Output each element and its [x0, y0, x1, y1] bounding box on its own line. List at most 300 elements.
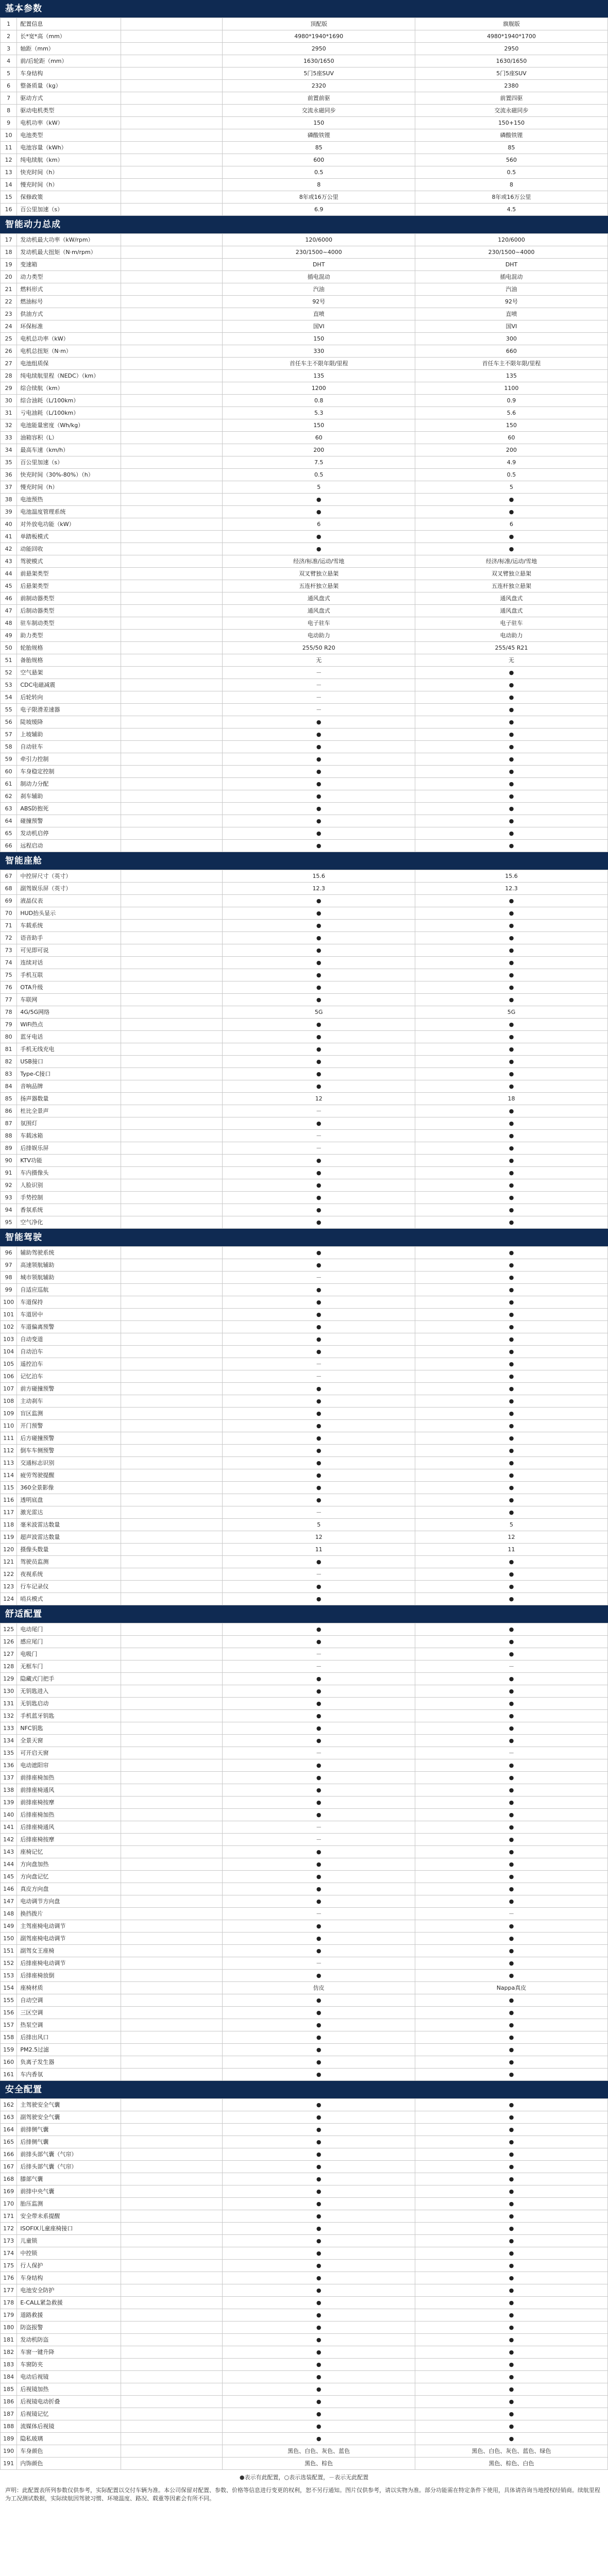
table-row	[1, 790, 608, 803]
row-label: 行车记录仪	[17, 1581, 121, 1593]
row-sublabel	[121, 191, 222, 204]
row-sublabel	[121, 1216, 222, 1229]
row-label: 隐私玻璃	[17, 2433, 121, 2445]
table-row	[1, 2359, 608, 2371]
row-sublabel	[121, 1933, 222, 1945]
row-number: 176	[1, 2272, 17, 2284]
row-sublabel	[121, 80, 222, 92]
row-label: 车道居中	[17, 1309, 121, 1321]
row-label: 动能回收	[17, 543, 121, 555]
value-flagship: ●	[415, 2136, 608, 2148]
table-row	[1, 1167, 608, 1179]
row-sublabel	[121, 1858, 222, 1871]
value-top: ●	[223, 815, 415, 827]
value-flagship: ●	[415, 2148, 608, 2161]
row-sublabel	[121, 2124, 222, 2136]
footnote: 声明：此配置表所列参数仅供参考，实际配置以交付车辆为准。本公司保留对配置、参数、价格等信息进行变更的权利，恕不另行通知。图片仅供参考，请以实物为准。部分功能需在特定条件下使用，具体请咨询当地授权经销商。续航里程为工况测试数据，实际续航因驾驶习惯、环境温度、路况、载重等因素会有所不同。	[5, 2487, 600, 2502]
value-top: 5	[223, 1519, 415, 1531]
row-number: 188	[1, 2420, 17, 2433]
table-row	[1, 2056, 608, 2069]
table-row	[1, 907, 608, 920]
value-flagship: ●	[415, 778, 608, 790]
value-flagship: ●	[415, 994, 608, 1006]
row-label: 电池安全防护	[17, 2284, 121, 2297]
value-flagship: ●	[415, 1797, 608, 1809]
row-label: 盲区监测	[17, 1408, 121, 1420]
row-label: 哨兵模式	[17, 1593, 121, 1605]
value-flagship: ●	[415, 1821, 608, 1834]
row-sublabel	[121, 1068, 222, 1080]
row-label: 综合油耗（L/100km）	[17, 395, 121, 407]
table-row	[1, 1933, 608, 1945]
value-flagship: ●	[415, 1321, 608, 1333]
value-flagship: 8年或16万公里	[415, 191, 608, 204]
row-number: 85	[1, 1093, 17, 1105]
value-top: ●	[223, 2111, 415, 2124]
value-top: 国VI	[223, 320, 415, 333]
row-label: 驱动方式	[17, 92, 121, 105]
row-label: 遥控泊车	[17, 1358, 121, 1370]
section-header: 智能驾驶	[0, 1229, 608, 1246]
row-label: 车身结构	[17, 67, 121, 80]
row-number: 144	[1, 1858, 17, 1871]
row-sublabel	[121, 642, 222, 654]
value-flagship: 5	[415, 481, 608, 494]
row-number: 13	[1, 166, 17, 179]
value-flagship: ●	[415, 1247, 608, 1259]
table-row	[1, 1093, 608, 1105]
value-flagship: ●	[415, 2210, 608, 2223]
value-top: ●	[223, 2309, 415, 2321]
row-sublabel	[121, 883, 222, 895]
row-label: 电动遮阳帘	[17, 1759, 121, 1772]
value-top: ●	[223, 1636, 415, 1648]
row-sublabel	[121, 2445, 222, 2458]
row-sublabel	[121, 1192, 222, 1204]
table-row	[1, 1920, 608, 1933]
value-flagship: 通风盘式	[415, 592, 608, 605]
table-row	[1, 1142, 608, 1155]
value-top: ●	[223, 907, 415, 920]
table-row	[1, 2223, 608, 2235]
row-number: 80	[1, 1031, 17, 1043]
row-label: 音响品牌	[17, 1080, 121, 1093]
row-label: 座椅材质	[17, 1982, 121, 1994]
value-top: ●	[223, 1043, 415, 1056]
value-top: 12	[223, 1093, 415, 1105]
value-flagship: ●	[415, 716, 608, 728]
row-sublabel	[121, 2371, 222, 2383]
table-row	[1, 1395, 608, 1408]
table-row	[1, 2111, 608, 2124]
row-sublabel	[121, 679, 222, 691]
table-row	[1, 179, 608, 191]
row-sublabel	[121, 1358, 222, 1370]
value-flagship: ●	[415, 2198, 608, 2210]
row-label: 行人保护	[17, 2260, 121, 2272]
table-row	[1, 1636, 608, 1648]
table-row	[1, 1247, 608, 1259]
row-sublabel	[121, 2161, 222, 2173]
row-number: 187	[1, 2408, 17, 2420]
value-top: ●	[223, 1346, 415, 1358]
row-sublabel	[121, 2420, 222, 2433]
table-row	[1, 1685, 608, 1698]
value-top: ●	[223, 2099, 415, 2111]
table-row	[1, 815, 608, 827]
value-flagship: ●	[415, 2321, 608, 2334]
row-number: 97	[1, 1259, 17, 1272]
row-sublabel	[121, 1883, 222, 1895]
row-number: 154	[1, 1982, 17, 1994]
row-number: 2	[1, 30, 17, 43]
table-row	[1, 1482, 608, 1494]
row-number: 68	[1, 883, 17, 895]
row-label: 副驾娱乐屏（英寸）	[17, 883, 121, 895]
value-flagship: ●	[415, 1395, 608, 1408]
row-label: ABS防抱死	[17, 803, 121, 815]
row-number: 77	[1, 994, 17, 1006]
row-label: 4G/5G网络	[17, 1006, 121, 1019]
row-label: HUD抬头显示	[17, 907, 121, 920]
row-number: 184	[1, 2371, 17, 2383]
row-sublabel	[121, 691, 222, 704]
row-sublabel	[121, 2148, 222, 2161]
table-row	[1, 2420, 608, 2433]
row-number: 58	[1, 741, 17, 753]
value-top: ●	[223, 1970, 415, 1982]
row-sublabel	[121, 1457, 222, 1469]
row-number: 182	[1, 2346, 17, 2359]
value-flagship: Nappa真皮	[415, 1982, 608, 1994]
table-row	[1, 345, 608, 358]
row-sublabel	[121, 43, 222, 55]
row-sublabel	[121, 259, 222, 271]
row-number: 92	[1, 1179, 17, 1192]
table-row	[1, 432, 608, 444]
value-top: ●	[223, 1735, 415, 1747]
value-top: 电动助力	[223, 630, 415, 642]
value-top: ●	[223, 2247, 415, 2260]
row-label: NFC钥匙	[17, 1722, 121, 1735]
table-row	[1, 2346, 608, 2359]
row-number: 102	[1, 1321, 17, 1333]
value-flagship: ●	[415, 2260, 608, 2272]
row-sublabel	[121, 981, 222, 994]
row-sublabel	[121, 142, 222, 154]
table-row	[1, 2272, 608, 2284]
value-flagship: ●	[415, 1296, 608, 1309]
row-number: 118	[1, 1519, 17, 1531]
section-header: 智能动力总成	[0, 216, 608, 233]
value-top: ●	[223, 1420, 415, 1432]
table-row	[1, 1179, 608, 1192]
value-top: ●	[223, 957, 415, 969]
value-top: ●	[223, 1797, 415, 1809]
value-top: 2950	[223, 43, 415, 55]
value-top: ●	[223, 2297, 415, 2309]
row-number: 19	[1, 259, 17, 271]
row-sublabel	[121, 1797, 222, 1809]
spec-table	[0, 870, 608, 1229]
table-row	[1, 1970, 608, 1982]
value-flagship: ●	[415, 1710, 608, 1722]
value-top: ●	[223, 1871, 415, 1883]
row-number: 166	[1, 2148, 17, 2161]
row-label: 前方碰撞预警	[17, 1383, 121, 1395]
value-top: －	[223, 1821, 415, 1834]
value-top: ●	[223, 1432, 415, 1445]
row-label: 前排座椅通风	[17, 1784, 121, 1797]
value-top: 仿皮	[223, 1982, 415, 1994]
table-row	[1, 2396, 608, 2408]
row-label: 后视镜电动折叠	[17, 2396, 121, 2408]
value-flagship: ●	[415, 1056, 608, 1068]
row-number: 153	[1, 1970, 17, 1982]
row-label: 电机功率（kW）	[17, 117, 121, 129]
row-label: 最高车速（km/h）	[17, 444, 121, 456]
value-top: 11	[223, 1544, 415, 1556]
value-top: 8	[223, 179, 415, 191]
table-row	[1, 1296, 608, 1309]
value-top: ●	[223, 1247, 415, 1259]
row-number: 22	[1, 296, 17, 308]
value-flagship: ●	[415, 1469, 608, 1482]
table-row	[1, 1908, 608, 1920]
row-sublabel	[121, 630, 222, 642]
value-top: 5	[223, 481, 415, 494]
row-label: 保修政策	[17, 191, 121, 204]
table-row	[1, 2433, 608, 2445]
value-flagship: ●	[415, 1556, 608, 1568]
value-top: ●	[223, 2210, 415, 2223]
row-label: USB接口	[17, 1056, 121, 1068]
value-top: 交流永磁同步	[223, 105, 415, 117]
section-header: 智能座舱	[0, 852, 608, 870]
row-label: 交通标志识别	[17, 1457, 121, 1469]
row-label: 整备质量（kg）	[17, 80, 121, 92]
value-top: ●	[223, 1216, 415, 1229]
value-top: ●	[223, 494, 415, 506]
row-label: 记忆泊车	[17, 1370, 121, 1383]
value-top: ●	[223, 1698, 415, 1710]
value-flagship: 0.5	[415, 469, 608, 481]
row-label: 后排座椅按摩	[17, 1834, 121, 1846]
value-top: ●	[223, 920, 415, 932]
row-number: 124	[1, 1593, 17, 1605]
row-label: 车道偏离预警	[17, 1321, 121, 1333]
table-row	[1, 1346, 608, 1358]
row-number: 158	[1, 2031, 17, 2044]
row-number: 17	[1, 234, 17, 246]
value-top: ●	[223, 2396, 415, 2408]
row-number: 49	[1, 630, 17, 642]
value-top: ●	[223, 1482, 415, 1494]
table-row	[1, 246, 608, 259]
row-number: 139	[1, 1797, 17, 1809]
table-row	[1, 166, 608, 179]
table-row	[1, 1383, 608, 1395]
row-number: 151	[1, 1945, 17, 1957]
row-label: 百公里加速（s）	[17, 456, 121, 469]
table-row	[1, 981, 608, 994]
table-row	[1, 580, 608, 592]
row-sublabel	[121, 790, 222, 803]
value-top: 0.5	[223, 166, 415, 179]
value-flagship: ●	[415, 1457, 608, 1469]
value-top: 4980*1940*1690	[223, 30, 415, 43]
row-sublabel	[121, 117, 222, 129]
row-number: 123	[1, 1581, 17, 1593]
row-label: 防盗报警	[17, 2321, 121, 2334]
row-label: 慢充时间（h）	[17, 481, 121, 494]
table-row	[1, 154, 608, 166]
row-label: 驱动电机类型	[17, 105, 121, 117]
row-number: 3	[1, 43, 17, 55]
row-sublabel	[121, 67, 222, 80]
table-row	[1, 1192, 608, 1204]
section-header: 基本参数	[0, 0, 608, 18]
row-sublabel	[121, 2210, 222, 2223]
table-row	[1, 555, 608, 568]
row-sublabel	[121, 920, 222, 932]
table-row	[1, 407, 608, 419]
row-number: 7	[1, 92, 17, 105]
row-sublabel	[121, 1272, 222, 1284]
table-row	[1, 840, 608, 852]
row-sublabel	[121, 1636, 222, 1648]
row-sublabel	[121, 1673, 222, 1685]
value-flagship: ●	[415, 1105, 608, 1117]
row-sublabel	[121, 1056, 222, 1068]
value-flagship: ●	[415, 1358, 608, 1370]
value-flagship: 0.9	[415, 395, 608, 407]
value-top: ●	[223, 1192, 415, 1204]
table-row	[1, 1531, 608, 1544]
row-sublabel	[121, 1494, 222, 1506]
value-top: ●	[223, 1068, 415, 1080]
value-top: ●	[223, 1155, 415, 1167]
table-row	[1, 568, 608, 580]
table-row	[1, 2210, 608, 2223]
value-flagship: ●	[415, 944, 608, 957]
row-number: 9	[1, 117, 17, 129]
table-row	[1, 691, 608, 704]
row-sublabel	[121, 716, 222, 728]
row-number: 20	[1, 271, 17, 283]
table-row	[1, 129, 608, 142]
row-number: 164	[1, 2124, 17, 2136]
row-number: 25	[1, 333, 17, 345]
table-row	[1, 1895, 608, 1908]
row-sublabel	[121, 234, 222, 246]
row-sublabel	[121, 2458, 222, 2470]
row-number: 66	[1, 840, 17, 852]
table-row	[1, 957, 608, 969]
row-sublabel	[121, 1006, 222, 1019]
value-top: ●	[223, 1321, 415, 1333]
row-label: 电机总功率（kW）	[17, 333, 121, 345]
row-label: 主动刹车	[17, 1395, 121, 1408]
row-sublabel	[121, 296, 222, 308]
value-top: 0.8	[223, 395, 415, 407]
row-sublabel	[121, 154, 222, 166]
value-flagship: ●	[415, 1420, 608, 1432]
table-row	[1, 1772, 608, 1784]
row-label: 车身结构	[17, 2272, 121, 2284]
value-top: ●	[223, 716, 415, 728]
value-top: ●	[223, 2383, 415, 2396]
value-flagship: 300	[415, 333, 608, 345]
row-sublabel	[121, 1581, 222, 1593]
row-sublabel	[121, 1772, 222, 1784]
row-sublabel	[121, 2099, 222, 2111]
row-sublabel	[121, 1296, 222, 1309]
row-number: 191	[1, 2458, 17, 2470]
value-flagship: ●	[415, 1117, 608, 1130]
row-label: 轮胎规格	[17, 642, 121, 654]
table-row	[1, 1556, 608, 1568]
section-header: 安全配置	[0, 2081, 608, 2098]
value-flagship: ●	[415, 1019, 608, 1031]
value-flagship: 560	[415, 154, 608, 166]
value-top: 230/1500~4000	[223, 246, 415, 259]
value-top: 0.5	[223, 469, 415, 481]
table-row	[1, 531, 608, 543]
row-number: 143	[1, 1846, 17, 1858]
table-row	[1, 592, 608, 605]
table-row	[1, 30, 608, 43]
row-sublabel	[121, 1821, 222, 1834]
table-row	[1, 1056, 608, 1068]
row-sublabel	[121, 204, 222, 216]
value-flagship: ●	[415, 2433, 608, 2445]
table-row	[1, 2019, 608, 2031]
row-number: 148	[1, 1908, 17, 1920]
row-number: 103	[1, 1333, 17, 1346]
value-top: ●	[223, 895, 415, 907]
row-number: 93	[1, 1192, 17, 1204]
row-number: 137	[1, 1772, 17, 1784]
row-label: 纯电续航（km）	[17, 154, 121, 166]
value-flagship: 255/45 R21	[415, 642, 608, 654]
table-row	[1, 1272, 608, 1284]
value-flagship: 6	[415, 518, 608, 531]
table-row	[1, 1735, 608, 1747]
row-label: 发动机最大扭矩（N·m/rpm）	[17, 246, 121, 259]
row-sublabel	[121, 1982, 222, 1994]
row-sublabel	[121, 456, 222, 469]
row-sublabel	[121, 617, 222, 630]
row-sublabel	[121, 592, 222, 605]
value-flagship: ●	[415, 1167, 608, 1179]
value-top: ●	[223, 1333, 415, 1346]
row-label: 三区空调	[17, 2007, 121, 2019]
value-top: 2320	[223, 80, 415, 92]
row-number: 167	[1, 2161, 17, 2173]
value-flagship: －	[415, 1908, 608, 1920]
value-top: ●	[223, 2056, 415, 2069]
table-row	[1, 2321, 608, 2334]
value-flagship: ●	[415, 1722, 608, 1735]
row-label: 燃油标号	[17, 296, 121, 308]
row-number: 52	[1, 667, 17, 679]
row-sublabel	[121, 2321, 222, 2334]
row-label: 前排头部气囊（气帘）	[17, 2148, 121, 2161]
row-sublabel	[121, 1994, 222, 2007]
value-top: ●	[223, 1284, 415, 1296]
table-row	[1, 2069, 608, 2081]
